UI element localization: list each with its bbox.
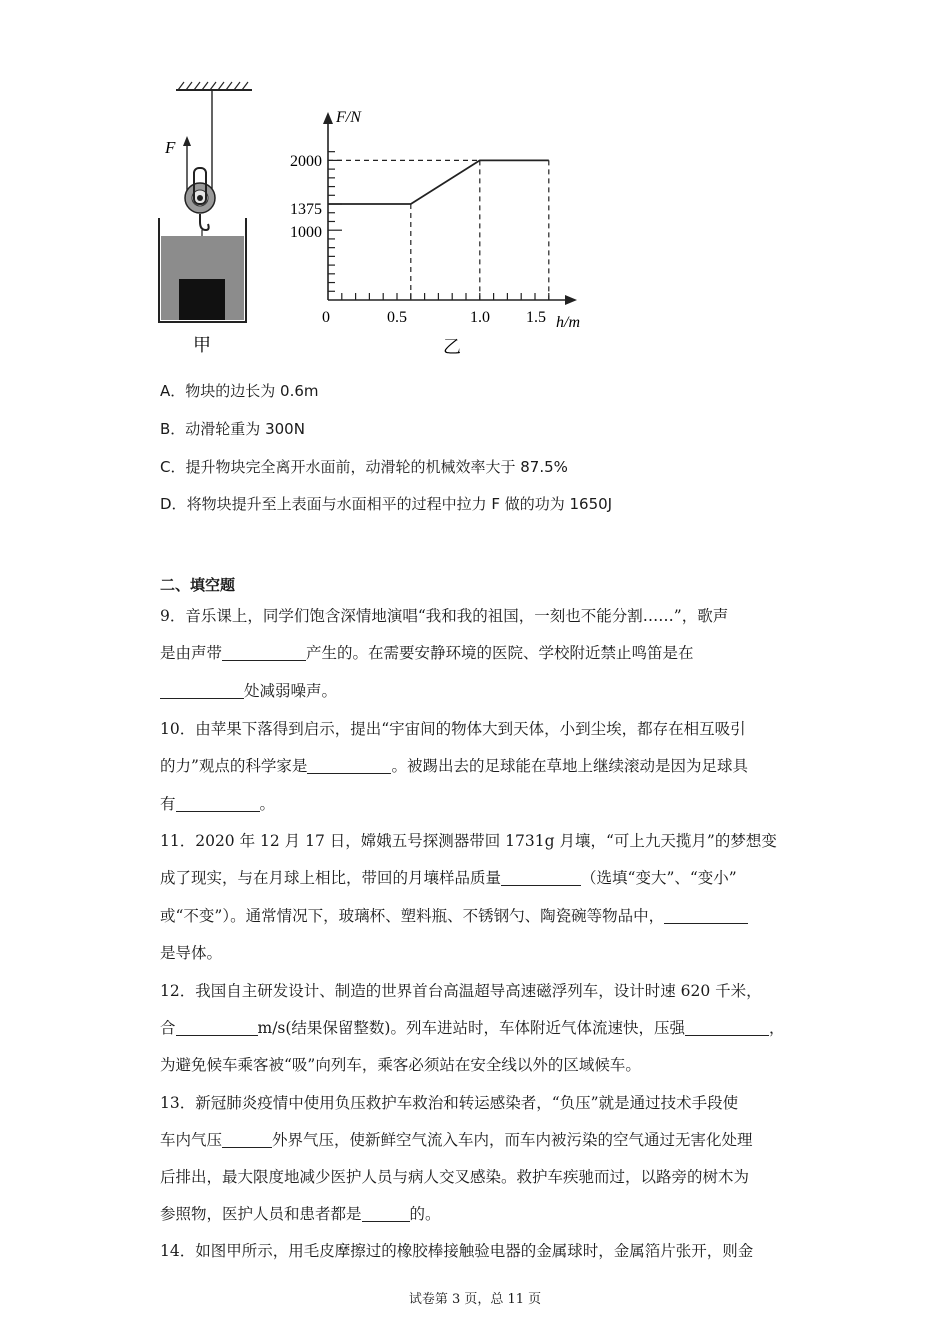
option-text: 物块的边长为 0.6m (185, 382, 319, 400)
hook-icon (200, 214, 209, 230)
x-tick-1.5: 1.5 (526, 309, 546, 326)
text-line: 14．如图甲所示，用毛皮摩擦过的橡胶棒接触验电器的金属球时，金属箔片张开，则金 (160, 1242, 754, 1260)
option-d (160, 493, 612, 514)
text-line: 有 。 (160, 795, 276, 813)
text-line: 为避免候车乘客被“吸”向列车，乘客必须站在安全线以外的区域候车。 (160, 1056, 641, 1074)
text-line: 车内气压 外界气压，使新鲜空气流入车内，而车内被污染的空气通过无害化处理 (160, 1131, 753, 1149)
pulley-apparatus (159, 82, 252, 322)
option-c (160, 456, 568, 477)
text-line: 9．音乐课上，同学们饱含深情地演唱“我和我的祖国，一刻也不能分割……”，歌声 (160, 607, 729, 625)
answer-blank[interactable] (160, 683, 244, 700)
y-tick-1000: 1000 (290, 224, 322, 241)
text-line: 成了现实，与在月球上相比，带回的月壤样品质量 （选填“变大”、“变小” (160, 869, 737, 887)
answer-blank[interactable] (222, 1132, 272, 1149)
text-line: 处减弱噪声。 (160, 679, 337, 701)
y-tick-2000: 2000 (290, 153, 322, 170)
option-letter: A． (160, 382, 186, 400)
option-text: 提升物块完全离开水面前，动滑轮的机械效率大于 87.5% (185, 458, 568, 476)
text-line: 参照物，医护人员和患者都是 的。 (160, 1205, 441, 1223)
answer-blank[interactable] (664, 908, 748, 925)
answer-blank[interactable] (685, 1020, 769, 1037)
x-tick-0: 0 (322, 309, 330, 326)
caption-right: 乙 (443, 337, 461, 358)
text-line: 是由声带 产生的。在需要安静环境的医院、学校附近禁止鸣笛是在 (160, 644, 694, 662)
answer-blank[interactable] (362, 1206, 410, 1223)
option-letter: B． (160, 420, 186, 438)
text-line: 后排出，最大限度地减少医护人员与病人交叉感染。救护车疾驰而过，以路旁的树木为 (160, 1168, 750, 1186)
option-a (160, 380, 319, 401)
x-minor-ticks (342, 293, 549, 300)
x-tick-1.0: 1.0 (470, 309, 490, 326)
series-line (328, 160, 549, 204)
y-tick-1375: 1375 (290, 201, 322, 218)
y-axis-arrow-icon (323, 112, 333, 124)
x-axis-label: h/m (556, 314, 580, 331)
text-line: 12．我国自主研发设计、制造的世界首台高温超导高速磁浮列车，设计时速 620 千米， (160, 982, 762, 1000)
text-line: 或“不变”）。通常情况下，玻璃杯、塑料瓶、不锈钢勺、陶瓷碗等物品中， (160, 904, 748, 926)
section-title: 二、填空题 (160, 576, 236, 594)
option-b (160, 418, 305, 439)
block (179, 279, 225, 320)
option-letter: D． (160, 495, 187, 513)
text-line: 合 m/s(结果保留整数)。列车进站时，车体附近气体流速快，压强 ， (160, 1019, 785, 1037)
y-minor-ticks (328, 152, 342, 292)
text-line: 的力”观点的科学家是 。被踢出去的足球能在草地上继续滚动是因为足球具 (160, 757, 748, 775)
text-line: 10．由苹果下落得到启示，提出“宇宙间的物体大到天体，小到尘埃，都存在相互吸引 (160, 720, 746, 738)
force-height-graph (290, 109, 580, 331)
y-axis-label: F/N (336, 109, 361, 126)
answer-blank[interactable] (222, 645, 306, 662)
force-label: F (165, 138, 176, 157)
option-letter: C． (160, 458, 186, 476)
option-text: 动滑轮重为 300N (185, 420, 305, 438)
force-arrow-icon (183, 136, 191, 146)
answer-blank[interactable] (501, 870, 581, 887)
caption-left: 甲 (193, 335, 211, 356)
answer-blank[interactable] (176, 796, 260, 813)
ceiling-hatch (178, 82, 248, 90)
answer-blank[interactable] (307, 758, 391, 775)
text-line: 13．新冠肺炎疫情中使用负压救护车救治和转运感染者，“负压”就是通过技术手段使 (160, 1094, 739, 1112)
text-line: 是导体。 (160, 944, 223, 962)
option-text: 将物块提升至上表面与水面相平的过程中拉力 F 做的功为 1650J (186, 495, 613, 513)
x-tick-0.5: 0.5 (387, 309, 407, 326)
figure (0, 0, 950, 370)
text-line: 11．2020 年 12 月 17 日，嫦娥五号探测器带回 1731g 月壤，“可上九天揽月”的梦想变 (160, 832, 777, 850)
answer-blank[interactable] (176, 1020, 258, 1037)
x-axis-arrow-icon (565, 295, 577, 305)
page-footer: 试卷第 3 页，总 11 页 (408, 1292, 542, 1307)
